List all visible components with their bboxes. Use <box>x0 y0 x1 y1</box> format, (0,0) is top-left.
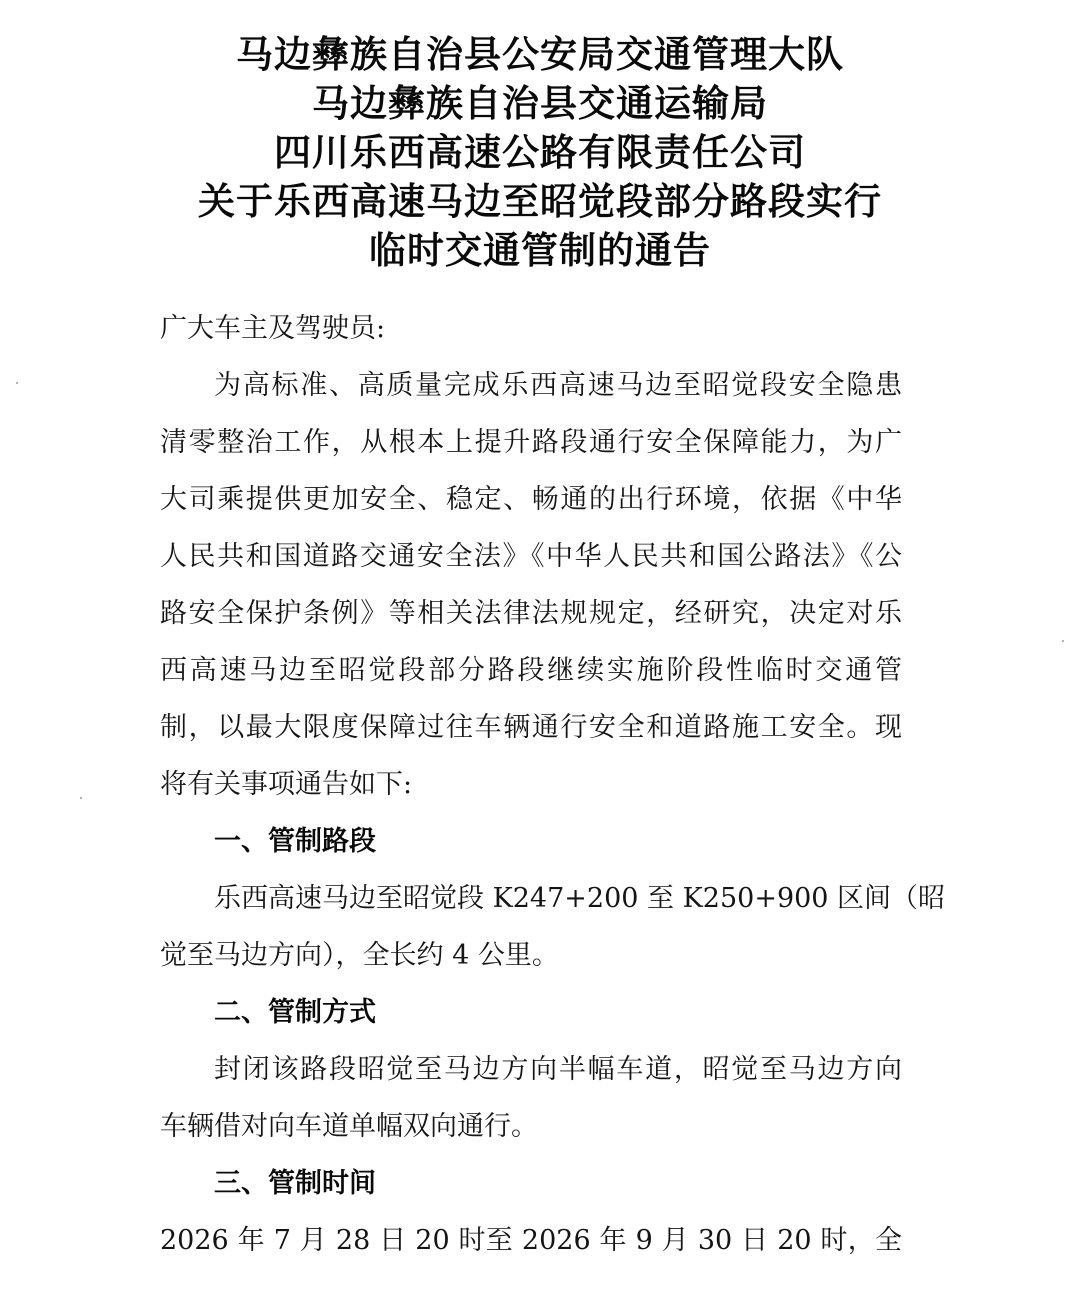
body-paragraph-line: 人民共和国道路交通安全法》《中华人民共和国公路法》《公 <box>160 541 902 572</box>
body-paragraph-line: 清零整治工作，从根本上提升路段通行安全保障能力，为广 <box>160 427 902 458</box>
section-text-line: 2026 年 7 月 28 日 20 时至 2026 年 9 月 30 日 20 时，全 <box>160 1225 902 1256</box>
section-text-line: 封闭该路段昭觉至马边方向半幅车道，昭觉至马边方向 <box>214 1054 902 1085</box>
section-text-line: 觉至马边方向），全长约 4 公里。 <box>160 940 559 971</box>
section-text-line: 车辆借对向车道单幅双向通行。 <box>160 1111 538 1142</box>
body-paragraph-line: 大司乘提供更加安全、稳定、畅通的出行环境，依据《中华 <box>160 484 902 515</box>
scan-speck <box>16 382 18 384</box>
body-paragraph-line: 制，以最大限度保障过往车辆通行安全和道路施工安全。现 <box>160 712 902 743</box>
notice-body <box>160 300 946 1269</box>
body-paragraph-line: 西高速马边至昭觉段部分路段继续实施阶段性临时交通管 <box>160 655 902 686</box>
issuer-line: 马边彝族自治县公安局交通管理大队 <box>236 33 844 76</box>
body-paragraph-line: 为高标准、高质量完成乐西高速马边至昭觉段安全隐患 <box>214 370 902 401</box>
notice-title-line: 关于乐西高速马边至昭觉段部分路段实行 <box>198 180 882 223</box>
section-heading: 一、管制路段 <box>214 826 376 857</box>
notice-title-block <box>0 30 1080 275</box>
section-text-line: 乐西高速马边至昭觉段 K247+200 至 K250+900 区间（昭 <box>214 883 946 914</box>
body-paragraph-line: 将有关事项通告如下: <box>160 769 413 800</box>
scan-speck <box>1062 640 1064 642</box>
salutation: 广大车主及驾驶员: <box>160 313 386 344</box>
issuer-line: 马边彝族自治县交通运输局 <box>312 82 768 125</box>
notice-title-line: 临时交通管制的通告 <box>369 229 711 272</box>
section-heading: 二、管制方式 <box>214 997 376 1028</box>
body-paragraph-line: 路安全保护条例》等相关法律法规规定，经研究，决定对乐 <box>160 598 902 629</box>
issuer-line: 四川乐西高速公路有限责任公司 <box>274 131 806 174</box>
section-heading: 三、管制时间 <box>214 1168 376 1199</box>
scan-speck <box>80 797 82 799</box>
